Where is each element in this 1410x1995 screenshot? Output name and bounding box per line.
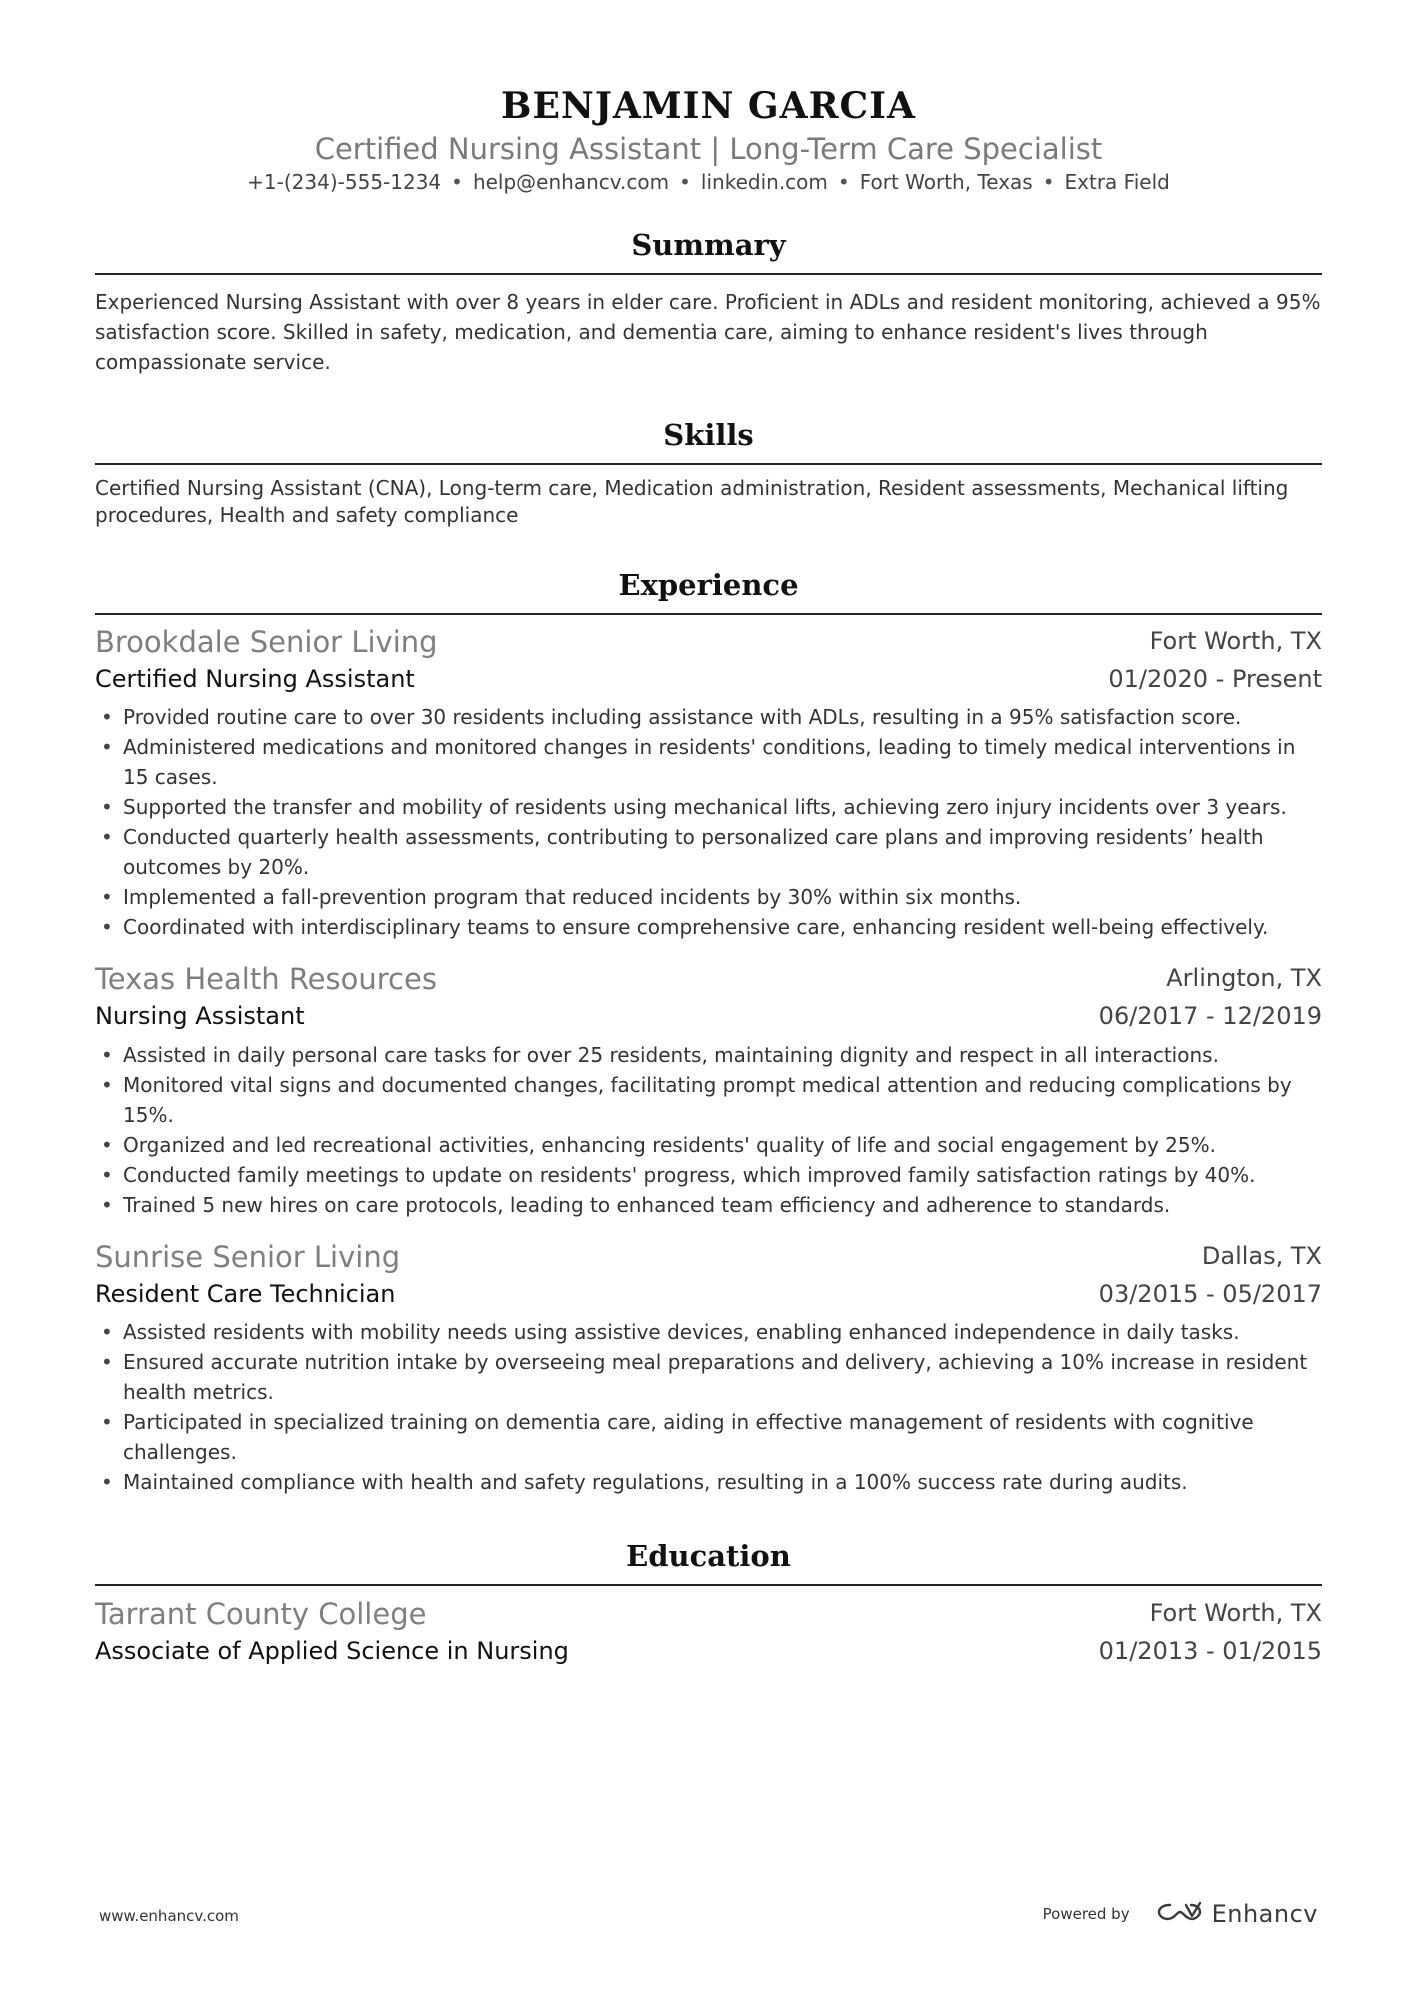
candidate-name: BENJAMIN GARCIA [501, 85, 916, 127]
education-divider [95, 1584, 1322, 1586]
job-role: Certified Nursing Assistant [95, 665, 415, 693]
list-item: • Organized and led recreational activities, enhancing residents' quality of life and social engagement by 25%. [95, 1130, 1322, 1160]
footer-branding [1043, 1900, 1318, 1928]
job-dates: 01/2020 - Present [1108, 665, 1322, 693]
skills-divider [95, 463, 1322, 465]
job-company: Sunrise Senior Living [95, 1240, 401, 1274]
job-location: Arlington, TX [1166, 964, 1322, 992]
education-location: Fort Worth, TX [1149, 1599, 1322, 1627]
list-item: • Implemented a fall-prevention program that reduced incidents by 30% within six months. [95, 882, 1322, 912]
list-item: • Coordinated with interdisciplinary teams to ensure comprehensive care, enhancing resident well-being effectively. [95, 912, 1322, 942]
job-bullets [95, 702, 1322, 942]
contact-separator: • [837, 170, 850, 194]
list-item: • Ensured accurate nutrition intake by overseeing meal preparations and delivery, achieving a 10% increase in resident health metrics. [95, 1347, 1322, 1407]
list-item: • Monitored vital signs and documented changes, facilitating prompt medical attention and reducing complications by 15%. [95, 1070, 1322, 1130]
education-school: Tarrant County College [95, 1597, 427, 1631]
education-heading: Education [626, 1539, 791, 1573]
list-item: • Assisted residents with mobility needs using assistive devices, enabling enhanced independence in daily tasks. [95, 1317, 1322, 1347]
job-dates: 03/2015 - 05/2017 [1098, 1280, 1322, 1308]
brand-name: Enhancv [1211, 1900, 1318, 1928]
summary-text: Experienced Nursing Assistant with over 8 years in elder care. Proficient in ADLs and resident monitoring, achieved a 95% satisfaction score. Skilled in safety, medication, and dementia care, aiming to enhance resident's lives through compassionate service. [95, 290, 1321, 374]
contact-line [95, 170, 1322, 194]
contact-email: help@enhancv.com [472, 170, 670, 194]
education-degree: Associate of Applied Science in Nursing [95, 1637, 569, 1665]
contact-phone: +1-(234)-555-1234 [247, 170, 442, 194]
powered-by-label: Powered by [1042, 1905, 1130, 1923]
job-company: Texas Health Resources [95, 962, 437, 996]
summary-heading: Summary [631, 228, 786, 262]
list-item: • Trained 5 new hires on care protocols, leading to enhanced team efficiency and adherence to standards. [95, 1190, 1322, 1220]
job-dates: 06/2017 - 12/2019 [1098, 1002, 1322, 1030]
job-bullets [95, 1317, 1322, 1497]
skills-text: Certified Nursing Assistant (CNA), Long-term care, Medication administration, Resident assessments, Mechanical lifting procedures, Health and safety compliance [95, 476, 1289, 527]
list-item: • Conducted quarterly health assessments, contributing to personalized care plans and improving residents’ health outcomes by 20%. [95, 822, 1322, 882]
list-item: • Supported the transfer and mobility of residents using mechanical lifts, achieving zero injury incidents over 3 years. [95, 792, 1322, 822]
job-role: Nursing Assistant [95, 1002, 305, 1030]
list-item: • Assisted in daily personal care tasks for over 25 residents, maintaining dignity and respect in all interactions. [95, 1040, 1322, 1070]
candidate-title: Certified Nursing Assistant | Long-Term Care Specialist [314, 132, 1103, 166]
footer-website-link[interactable]: www.enhancv.com [99, 1907, 239, 1925]
list-item: • Maintained compliance with health and safety regulations, resulting in a 100% success rate during audits. [95, 1467, 1322, 1497]
job-company: Brookdale Senior Living [95, 625, 438, 659]
list-item: • Conducted family meetings to update on residents' progress, which improved family satisfaction ratings by 40%. [95, 1160, 1322, 1190]
contact-extra: Extra Field [1064, 170, 1170, 194]
experience-heading: Experience [618, 568, 799, 602]
contact-linkedin: linkedin.com [700, 170, 828, 194]
summary-divider [95, 273, 1322, 275]
list-item: • Administered medications and monitored changes in residents' conditions, leading to timely medical interventions in 15 cases. [95, 732, 1322, 792]
contact-separator: • [1042, 170, 1055, 194]
contact-location: Fort Worth, Texas [859, 170, 1033, 194]
job-role: Resident Care Technician [95, 1280, 396, 1308]
enhancv-logo-icon [1156, 1900, 1204, 1928]
skills-heading: Skills [663, 418, 754, 452]
job-location: Dallas, TX [1201, 1242, 1322, 1270]
contact-separator: • [451, 170, 463, 194]
list-item: • Provided routine care to over 30 residents including assistance with ADLs, resulting in a 95% satisfaction score. [95, 702, 1322, 732]
education-dates: 01/2013 - 01/2015 [1098, 1637, 1322, 1665]
job-location: Fort Worth, TX [1149, 627, 1322, 655]
job-bullets [95, 1040, 1322, 1220]
list-item: • Participated in specialized training on dementia care, aiding in effective management of residents with cognitive challenges. [95, 1407, 1322, 1467]
experience-divider [95, 613, 1322, 615]
contact-separator: • [679, 170, 691, 194]
